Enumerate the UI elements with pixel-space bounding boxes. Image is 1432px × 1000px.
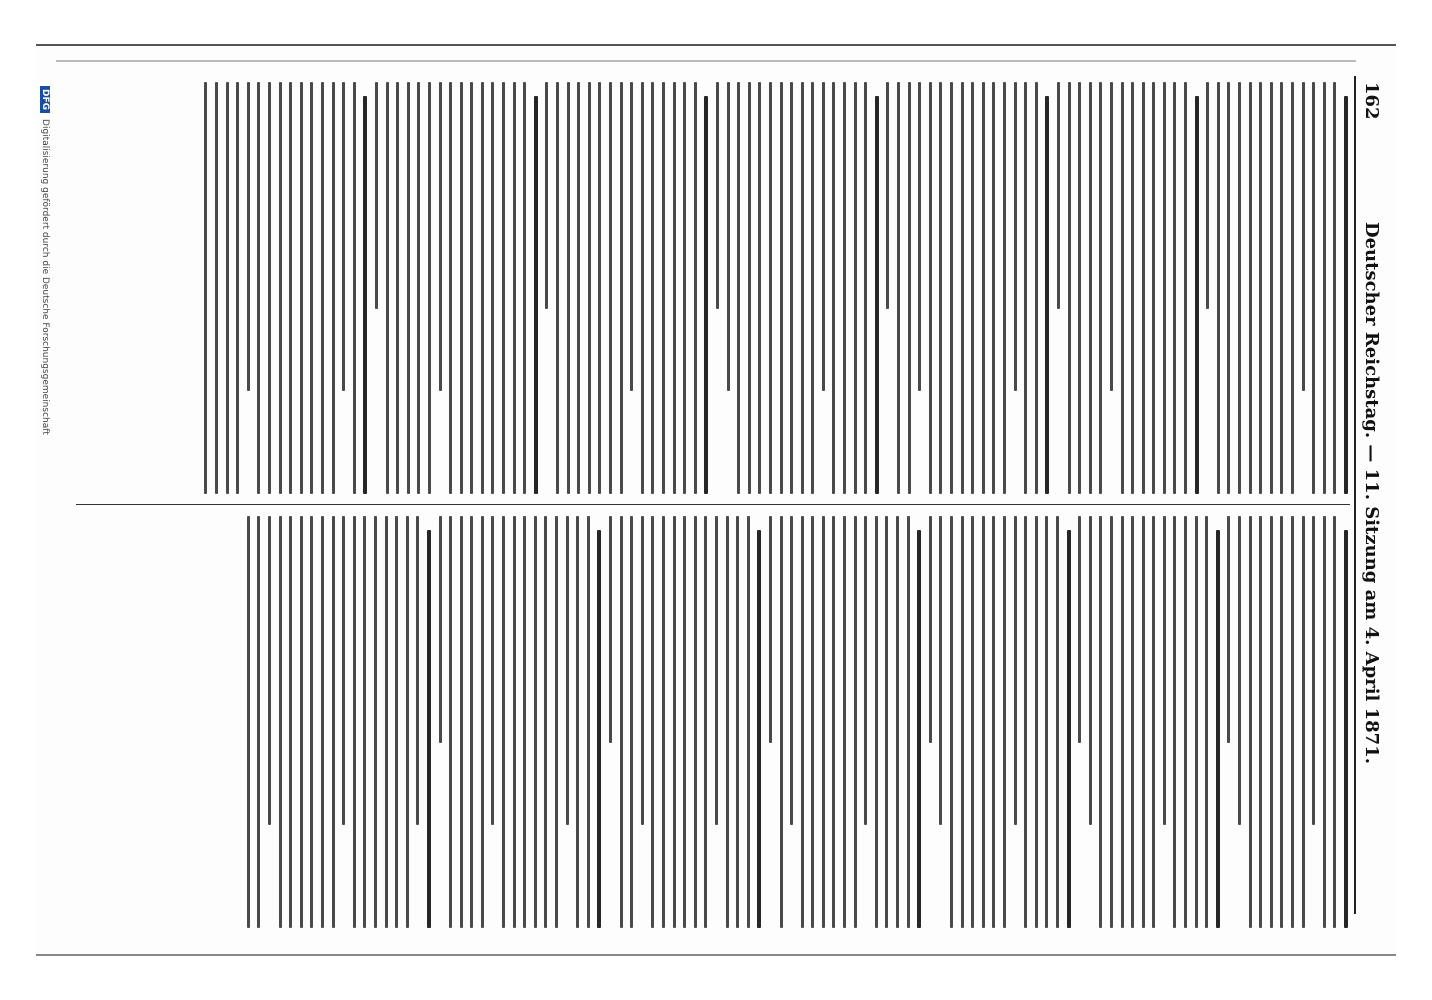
text-line bbox=[1142, 82, 1145, 494]
text-line bbox=[439, 516, 442, 743]
text-line bbox=[630, 516, 633, 928]
text-line bbox=[982, 82, 985, 494]
text-line bbox=[885, 516, 888, 928]
text-line bbox=[1035, 82, 1038, 494]
text-line bbox=[1078, 516, 1081, 743]
text-line bbox=[1206, 82, 1209, 309]
text-line bbox=[289, 516, 292, 928]
text-line bbox=[961, 516, 964, 928]
scan-edge bbox=[56, 60, 1356, 62]
text-line bbox=[289, 82, 292, 494]
text-line bbox=[534, 516, 537, 928]
text-line bbox=[1099, 82, 1102, 494]
text-line bbox=[1184, 516, 1187, 928]
text-line bbox=[992, 82, 995, 494]
text-line bbox=[1344, 96, 1348, 494]
text-line bbox=[439, 82, 442, 391]
text-line bbox=[513, 82, 516, 494]
text-line bbox=[704, 96, 708, 494]
text-line bbox=[1280, 516, 1283, 928]
text-line bbox=[460, 516, 463, 928]
text-line bbox=[1003, 82, 1006, 494]
text-line bbox=[833, 82, 836, 494]
text-line bbox=[769, 516, 772, 743]
text-line bbox=[1024, 82, 1027, 494]
text-line bbox=[1333, 516, 1336, 928]
text-line bbox=[1121, 516, 1124, 928]
header-rule bbox=[1354, 76, 1356, 914]
text-line bbox=[875, 96, 879, 494]
newspaper-page bbox=[36, 44, 1396, 956]
text-line bbox=[513, 516, 516, 928]
text-line bbox=[917, 530, 921, 928]
text-line bbox=[864, 516, 867, 825]
text-line bbox=[502, 82, 505, 494]
text-line bbox=[1163, 82, 1166, 494]
text-line bbox=[790, 516, 793, 825]
text-line bbox=[1089, 82, 1092, 494]
text-line bbox=[300, 516, 303, 928]
text-line bbox=[651, 82, 654, 494]
text-line bbox=[215, 82, 218, 494]
text-line bbox=[492, 516, 495, 825]
text-line bbox=[918, 82, 921, 391]
text-line bbox=[811, 82, 814, 494]
text-line bbox=[555, 516, 558, 928]
text-line bbox=[811, 516, 814, 928]
text-line bbox=[748, 82, 751, 494]
text-line bbox=[1045, 96, 1049, 494]
text-line bbox=[673, 516, 676, 928]
text-line bbox=[342, 516, 345, 825]
text-line bbox=[1227, 82, 1230, 494]
text-line bbox=[843, 82, 846, 494]
text-line bbox=[630, 82, 633, 391]
text-line bbox=[780, 516, 783, 928]
text-line bbox=[1216, 530, 1220, 928]
text-line bbox=[716, 82, 719, 309]
text-line bbox=[736, 516, 739, 928]
dfg-logo: DFG bbox=[40, 86, 50, 113]
text-line bbox=[982, 516, 985, 928]
text-line bbox=[609, 82, 612, 494]
text-line bbox=[854, 516, 857, 928]
text-line bbox=[1014, 516, 1017, 825]
text-line bbox=[386, 82, 389, 494]
text-line bbox=[1121, 82, 1124, 494]
text-line bbox=[502, 516, 505, 928]
text-line bbox=[523, 516, 526, 928]
text-line bbox=[662, 516, 665, 928]
text-line bbox=[609, 516, 612, 743]
text-line bbox=[1291, 516, 1294, 928]
text-line bbox=[353, 82, 356, 494]
text-line bbox=[470, 516, 473, 928]
text-line bbox=[556, 82, 559, 494]
text-line bbox=[598, 82, 601, 494]
text-line bbox=[1131, 82, 1134, 494]
text-line bbox=[332, 516, 335, 928]
text-line bbox=[534, 96, 538, 494]
text-line bbox=[226, 82, 229, 494]
text-line bbox=[939, 516, 942, 825]
text-line bbox=[758, 82, 761, 494]
text-line bbox=[1163, 516, 1166, 825]
text-line bbox=[939, 82, 942, 494]
text-line bbox=[757, 530, 761, 928]
page-header bbox=[1356, 82, 1382, 904]
text-line bbox=[651, 516, 654, 928]
text-line bbox=[1205, 516, 1208, 928]
text-line bbox=[310, 82, 313, 494]
text-line bbox=[300, 82, 303, 494]
text-line bbox=[950, 516, 953, 928]
text-line bbox=[1249, 516, 1252, 928]
text-line bbox=[279, 516, 282, 928]
text-line bbox=[715, 516, 718, 825]
text-line bbox=[406, 516, 409, 928]
text-line bbox=[1078, 82, 1081, 494]
text-line bbox=[417, 82, 420, 494]
text-line bbox=[416, 516, 419, 825]
text-line bbox=[833, 516, 836, 928]
text-line bbox=[332, 82, 335, 494]
text-line bbox=[1249, 82, 1252, 494]
text-line bbox=[460, 82, 463, 494]
footer-credit bbox=[40, 86, 50, 435]
text-line bbox=[566, 516, 569, 825]
text-line bbox=[790, 82, 793, 494]
text-line bbox=[587, 516, 590, 928]
text-line bbox=[427, 530, 431, 928]
text-line bbox=[1302, 82, 1305, 391]
text-line bbox=[704, 516, 707, 928]
text-line bbox=[1184, 82, 1187, 494]
text-line bbox=[1259, 516, 1262, 928]
text-line bbox=[1333, 82, 1336, 494]
text-line bbox=[1067, 530, 1071, 928]
footer-text: Digitalisierung gefördert durch die Deutsche Forschungsgemeinschaft bbox=[40, 119, 50, 435]
text-line bbox=[395, 516, 398, 928]
text-line bbox=[204, 82, 207, 494]
text-line bbox=[737, 82, 740, 494]
text-line bbox=[247, 516, 250, 928]
text-line bbox=[896, 516, 899, 928]
text-line bbox=[886, 82, 889, 309]
text-line bbox=[1045, 516, 1048, 928]
text-line bbox=[353, 516, 356, 928]
page-title: Deutscher Reichstag. — 11. Sitzung am 4. April 1871. bbox=[1361, 222, 1382, 764]
text-line bbox=[1142, 516, 1145, 928]
text-line bbox=[1174, 82, 1177, 494]
text-line bbox=[1270, 516, 1273, 928]
text-line bbox=[321, 516, 324, 928]
text-line bbox=[1003, 516, 1006, 928]
text-line bbox=[523, 82, 526, 494]
text-line bbox=[747, 516, 750, 928]
text-line bbox=[268, 516, 271, 825]
text-line bbox=[588, 82, 591, 494]
text-line bbox=[1089, 516, 1092, 825]
text-line bbox=[1014, 82, 1017, 391]
text-line bbox=[279, 82, 282, 494]
text-line bbox=[1152, 516, 1155, 928]
text-line bbox=[1312, 516, 1315, 825]
text-line bbox=[1259, 82, 1262, 494]
text-line bbox=[1344, 530, 1348, 928]
text-line bbox=[620, 516, 623, 928]
text-line bbox=[822, 516, 825, 928]
text-line bbox=[1323, 516, 1326, 928]
text-line bbox=[544, 516, 547, 928]
text-line bbox=[567, 82, 570, 494]
text-line bbox=[1217, 82, 1220, 494]
text-column-right bbox=[76, 516, 1348, 928]
text-line bbox=[992, 516, 995, 928]
text-line bbox=[1270, 82, 1273, 494]
text-line bbox=[641, 82, 644, 494]
text-line bbox=[875, 516, 878, 928]
text-line bbox=[801, 82, 804, 494]
text-line bbox=[576, 516, 579, 928]
text-line bbox=[1035, 516, 1038, 928]
text-line bbox=[683, 516, 686, 928]
text-line bbox=[950, 82, 953, 494]
text-line bbox=[481, 82, 484, 494]
text-line bbox=[1238, 516, 1241, 825]
text-line bbox=[1056, 516, 1059, 928]
text-line bbox=[1195, 96, 1199, 494]
text-line bbox=[908, 82, 911, 494]
text-line bbox=[321, 82, 324, 494]
text-line bbox=[1068, 82, 1071, 494]
text-line bbox=[449, 82, 452, 494]
text-line bbox=[481, 516, 484, 928]
text-line bbox=[310, 516, 313, 928]
text-line bbox=[897, 82, 900, 494]
text-line bbox=[1195, 516, 1198, 928]
text-line bbox=[1291, 82, 1294, 494]
text-line bbox=[1227, 516, 1230, 743]
text-line bbox=[694, 516, 697, 928]
text-line bbox=[822, 82, 825, 391]
text-line bbox=[407, 82, 410, 494]
text-line bbox=[268, 82, 271, 494]
text-line bbox=[673, 82, 676, 494]
text-line bbox=[1302, 516, 1305, 928]
text-line bbox=[470, 82, 473, 494]
text-line bbox=[907, 516, 910, 928]
text-line bbox=[641, 516, 644, 825]
text-line bbox=[971, 516, 974, 928]
text-line bbox=[385, 516, 388, 928]
text-line bbox=[1152, 82, 1155, 494]
text-line bbox=[374, 516, 377, 928]
text-line bbox=[780, 82, 783, 494]
text-line bbox=[363, 96, 367, 494]
text-line bbox=[929, 516, 932, 743]
text-line bbox=[449, 516, 452, 928]
column-divider bbox=[76, 504, 1350, 505]
text-line bbox=[620, 82, 623, 494]
text-line bbox=[492, 82, 495, 494]
text-line bbox=[1110, 82, 1113, 391]
text-line bbox=[1110, 516, 1113, 928]
text-line bbox=[726, 516, 729, 928]
text-line bbox=[864, 82, 867, 494]
text-line bbox=[396, 82, 399, 494]
text-line bbox=[801, 516, 804, 928]
text-line bbox=[1174, 516, 1177, 928]
text-line bbox=[236, 82, 239, 494]
text-line bbox=[694, 82, 697, 494]
text-column-left bbox=[76, 82, 1348, 494]
text-line bbox=[577, 82, 580, 494]
text-line bbox=[929, 82, 932, 494]
text-line bbox=[843, 516, 846, 928]
text-line bbox=[1057, 82, 1060, 309]
text-line bbox=[257, 516, 260, 928]
text-line bbox=[1024, 516, 1027, 928]
text-line bbox=[1280, 82, 1283, 494]
text-line bbox=[727, 82, 730, 391]
text-line bbox=[662, 82, 665, 494]
text-line bbox=[257, 82, 260, 494]
text-line bbox=[1312, 82, 1315, 494]
text-line bbox=[769, 82, 772, 494]
text-line bbox=[961, 82, 964, 494]
text-line bbox=[854, 82, 857, 494]
text-line bbox=[597, 530, 601, 928]
page-number: 162 bbox=[1361, 82, 1382, 120]
text-line bbox=[1131, 516, 1134, 928]
text-line bbox=[1323, 82, 1326, 494]
text-line bbox=[247, 82, 250, 391]
text-line bbox=[428, 82, 431, 494]
text-line bbox=[1238, 82, 1241, 494]
text-line bbox=[1099, 516, 1102, 928]
text-line bbox=[375, 82, 378, 309]
text-line bbox=[363, 516, 366, 928]
text-line bbox=[971, 82, 974, 494]
text-line bbox=[545, 82, 548, 309]
text-line bbox=[342, 82, 345, 391]
text-line bbox=[683, 82, 686, 494]
